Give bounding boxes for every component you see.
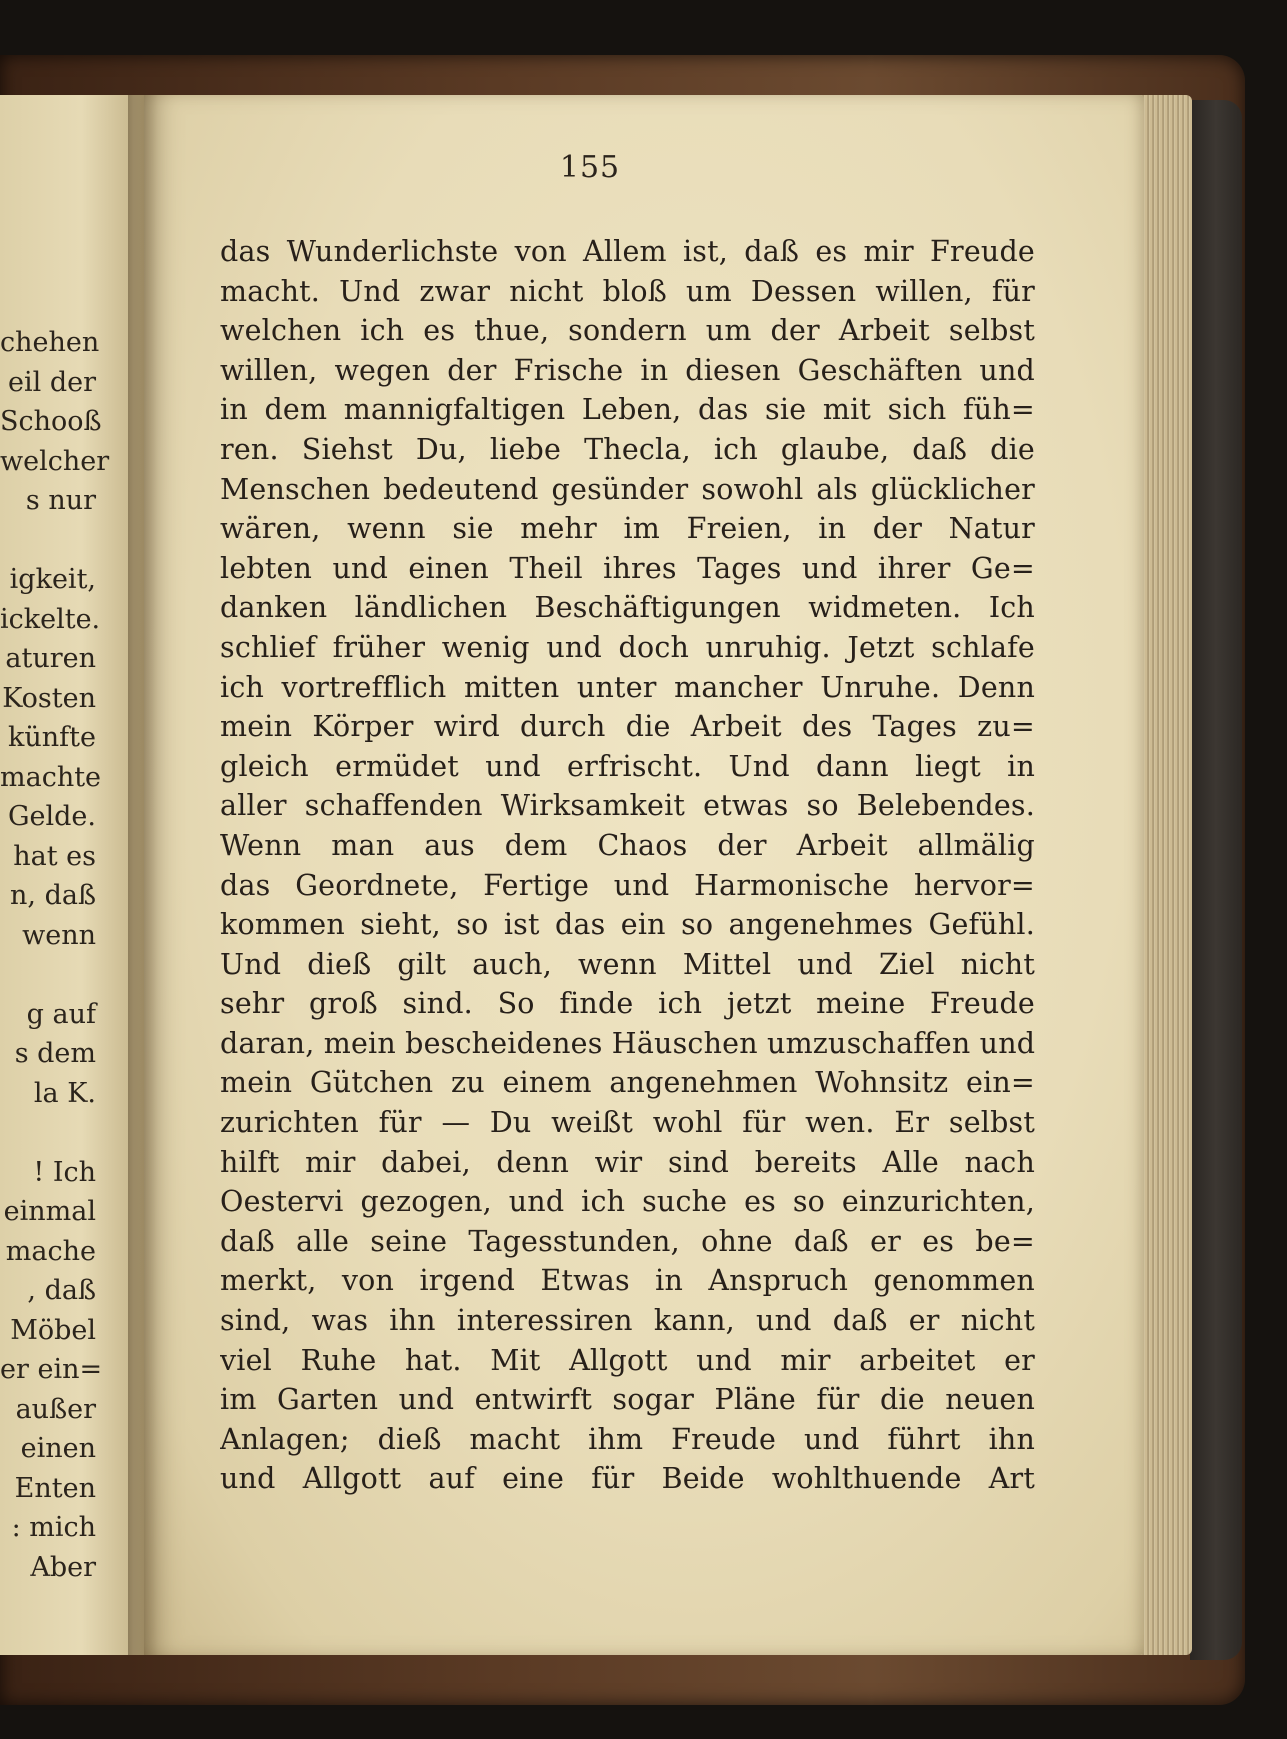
- left-page-line: hat es: [13, 840, 96, 872]
- left-page-line: [0, 955, 96, 995]
- text-line: danken ländlichen Beschäftigungen widmeten. Ich: [220, 591, 1035, 625]
- left-page-line: [0, 1113, 96, 1153]
- left-page: [0, 95, 148, 1655]
- text-line: kommen sieht, so ist das ein so angenehmes Gefühl.: [220, 908, 1035, 942]
- left-page-line: machte: [0, 761, 102, 793]
- page-number: 155: [559, 150, 621, 185]
- left-page-line: [0, 521, 96, 561]
- left-page-line: Aber: [30, 1551, 96, 1583]
- text-line: in dem mannigfaltigen Leben, das sie mit sich füh=: [220, 393, 1035, 427]
- text-line: zurichten für — Du weißt wohl für wen. Er selbst: [220, 1106, 1035, 1140]
- text-line: mein Gütchen zu einem angenehmen Wohnsitz ein=: [220, 1066, 1035, 1100]
- text-line: Oestervi gezogen, und ich suche es so einzurichten,: [220, 1185, 1035, 1219]
- left-page-line: einmal: [3, 1196, 96, 1227]
- left-page-line: s nur: [25, 485, 96, 516]
- left-page-line: la K.: [33, 1077, 96, 1109]
- left-page-line: n, daß: [10, 880, 96, 911]
- body-text: [220, 232, 1035, 1499]
- left-page-line: , daß: [27, 1275, 96, 1306]
- text-line: gleich ermüdet und erfrischt. Und dann liegt in: [220, 749, 1035, 783]
- left-page-line: g auf: [26, 998, 96, 1030]
- left-page-line: Kosten: [2, 682, 96, 714]
- left-page-line: aturen: [5, 643, 96, 674]
- left-page-text: [0, 323, 136, 1587]
- text-line: sehr groß sind. So finde ich jetzt meine Freude: [220, 987, 1035, 1021]
- left-page-line: künfte: [8, 722, 96, 753]
- text-line: welchen ich es thue, sondern um der Arbeit selbst: [220, 314, 1035, 348]
- text-line: wären, wenn sie mehr im Freien, in der Natur: [220, 512, 1035, 546]
- text-line: daß alle seine Tagesstunden, ohne daß er es be=: [220, 1224, 1035, 1258]
- text-line: und Allgott auf eine für Beide wohlthuende Art: [220, 1462, 1035, 1496]
- text-line: aller schaffenden Wirksamkeit etwas so Belebendes.: [220, 789, 1035, 823]
- text-line: Menschen bedeutend gesünder sowohl als glücklicher: [220, 472, 1035, 506]
- text-line: Wenn man aus dem Chaos der Arbeit allmälig: [220, 828, 1035, 862]
- left-page-line: er ein=: [0, 1354, 103, 1385]
- text-line: im Garten und entwirft sogar Pläne für die neuen: [220, 1383, 1035, 1417]
- text-line: mein Körper wird durch die Arbeit des Tages zu=: [220, 710, 1035, 744]
- cover-spine-edge: [1190, 100, 1242, 1660]
- text-line: sind, was ihn interessiren kann, und daß er nicht: [220, 1304, 1035, 1338]
- text-line: ich vortrefflich mitten unter mancher Unruhe. Denn: [220, 670, 1035, 704]
- text-line: ren. Siehst Du, liebe Thecla, ich glaube, daß die: [220, 432, 1035, 466]
- text-line: lebten und einen Theil ihres Tages und ihrer Ge=: [220, 551, 1035, 585]
- left-page-line: wenn: [22, 919, 96, 951]
- left-page-line: Gelde.: [7, 801, 96, 832]
- left-page-line: chehen: [0, 327, 100, 358]
- left-page-line: Möbel: [10, 1314, 96, 1346]
- text-line: hilft mir dabei, denn wir sind bereits Alle nach: [220, 1145, 1035, 1179]
- text-line: Anlagen; dieß macht ihm Freude und führt ihn: [220, 1422, 1035, 1456]
- text-line: viel Ruhe hat. Mit Allgott und mir arbeitet er: [220, 1343, 1035, 1377]
- text-line: Und dieß gilt auch, wenn Mittel und Ziel nicht: [220, 947, 1035, 981]
- left-page-line: Enten: [14, 1472, 96, 1504]
- left-page-line: ickelte.: [0, 603, 101, 635]
- text-line: willen, wegen der Frische in diesen Geschäften und: [220, 353, 1035, 387]
- left-page-line: eil der: [7, 366, 96, 398]
- left-page-line: welcher: [0, 445, 110, 477]
- left-page-line: einen: [20, 1433, 96, 1464]
- left-page-line: : mich: [11, 1512, 96, 1543]
- left-page-line: igkeit,: [9, 564, 96, 595]
- left-page-line: außer: [15, 1393, 96, 1425]
- text-line: das Wunderlichste von Allem ist, daß es mir Freude: [220, 235, 1035, 268]
- text-line: das Geordnete, Fertige und Harmonische hervor=: [220, 868, 1035, 902]
- left-page-line: Schooß: [0, 406, 102, 437]
- left-page-line: ! Ich: [33, 1156, 96, 1188]
- text-line: merkt, von irgend Etwas in Anspruch genommen: [220, 1264, 1035, 1298]
- left-page-line: mache: [5, 1235, 96, 1267]
- left-page-line: s dem: [14, 1038, 96, 1069]
- book-gutter: [128, 95, 158, 1655]
- text-line: daran, mein bescheidenes Häuschen umzuschaffen und: [220, 1026, 1035, 1060]
- text-line: macht. Und zwar nicht bloß um Dessen willen, für: [220, 274, 1035, 308]
- text-line: schlief früher wenig und doch unruhig. Jetzt schlafe: [220, 630, 1035, 664]
- page-edges: [1140, 95, 1192, 1655]
